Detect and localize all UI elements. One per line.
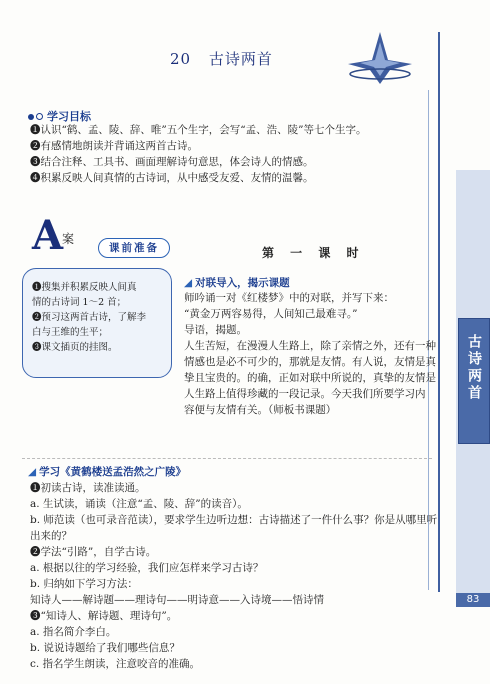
study-line: b. 师范读（也可录音范读），要求学生边听边想：古诗描述了一件什么事？你是从哪里听	[30, 514, 438, 526]
prep-label: 课前准备	[98, 238, 170, 258]
goals-list	[30, 122, 366, 186]
prep-item: 白与王维的生平；	[32, 327, 109, 338]
study-list	[30, 480, 437, 672]
intro-line: 人生苦短，在漫漫人生路上，除了亲情之外，还有一种	[184, 340, 436, 352]
study-line: b. 说说诗题给了我们哪些信息？	[30, 642, 180, 654]
prep-item: ❷预习这两首古诗，了解李	[32, 312, 147, 323]
goal-item: ❷有感情地朗读并背诵这两首古诗。	[30, 140, 198, 152]
lesson-title-text: 古诗两首	[208, 50, 273, 68]
study-line: c. 指名学生朗读，注意咬音的准确。	[30, 658, 201, 670]
intro-paragraph	[184, 290, 436, 418]
study-line: b. 归纳如下学习方法：	[30, 578, 138, 590]
prep-item: ❶搜集并积累反映人间真	[32, 282, 137, 293]
prep-list	[32, 280, 146, 355]
intro-line: “黄金万两容易得，人间知己最难寻。”	[184, 308, 358, 320]
intro-line: 容便与友情有关。（师板书课题）	[184, 404, 337, 416]
intro-line: 导语，揭题。	[184, 324, 247, 336]
section-divider	[22, 458, 432, 460]
intro-heading-text: 对联导入，揭示课题	[195, 277, 290, 289]
prep-item: 情的古诗词 1～2 首；	[32, 297, 127, 308]
arrow-marker-icon: ◢	[184, 277, 193, 289]
goal-item: ❶认识“鹤、孟、陵、辞、唯”五个生字，会写“孟、浩、陵”等七个生字。	[30, 124, 367, 136]
page-number: 83	[456, 593, 490, 607]
bullet-dot-icon	[28, 114, 34, 120]
bullet-ring-icon	[36, 113, 43, 120]
lesson-number: 20	[170, 50, 192, 68]
study-line: ❶初读古诗，读准读通。	[30, 482, 146, 494]
sidebar-tab-label: 古诗两首	[466, 334, 482, 402]
intro-line: 人生路上值得珍藏的一段记录。今天我们所要学习内	[184, 388, 426, 400]
intro-heading	[184, 275, 290, 290]
intro-line: 师吟诵一对《红楼梦》中的对联，并写下来：	[184, 292, 394, 304]
case-letter: A	[32, 212, 64, 259]
study-line: 知诗人——解诗题——理诗句——明诗意——入诗境——悟诗情	[30, 594, 324, 606]
lesson-heading: 第 一 课 时	[262, 246, 365, 260]
crown-logo-icon	[340, 30, 420, 85]
prep-item: ❸课文插页的挂图。	[32, 342, 118, 353]
goal-item: ❹积累反映人间真情的古诗词，从中感受友爱、友情的温馨。	[30, 172, 314, 184]
arrow-marker-icon: ◢	[28, 466, 37, 478]
study-line: ❷学法“引路”，自学古诗。	[30, 546, 157, 558]
decorative-vertical-line	[438, 32, 440, 592]
goals-heading-text: 学习目标	[47, 110, 91, 123]
study-heading	[28, 464, 186, 479]
case-suffix: 案	[62, 232, 75, 246]
study-line: ❸“知诗人、解诗题、理诗句”。	[30, 610, 178, 622]
study-heading-text: 学习《黄鹤楼送孟浩然之广陵》	[39, 466, 187, 478]
study-line: a. 生试读，诵读（注意“孟、陵、辞”的读音）。	[30, 498, 248, 510]
intro-line: 挚且宝贵的。的确，正如对联中所说的，真挚的友情是	[184, 372, 436, 384]
study-line: a. 根据以往的学习经验，我们应怎样来学习古诗？	[30, 562, 264, 574]
intro-line: 情感也是必不可少的，那就是友情。有人说，友情是真	[184, 356, 436, 368]
lesson-title	[170, 48, 273, 69]
goal-item: ❸结合注释、工具书、画面理解诗句意思，体会诗人的情感。	[30, 156, 314, 168]
study-line: 出来的？	[30, 530, 72, 542]
study-line: a. 指名简介李白。	[30, 626, 117, 638]
